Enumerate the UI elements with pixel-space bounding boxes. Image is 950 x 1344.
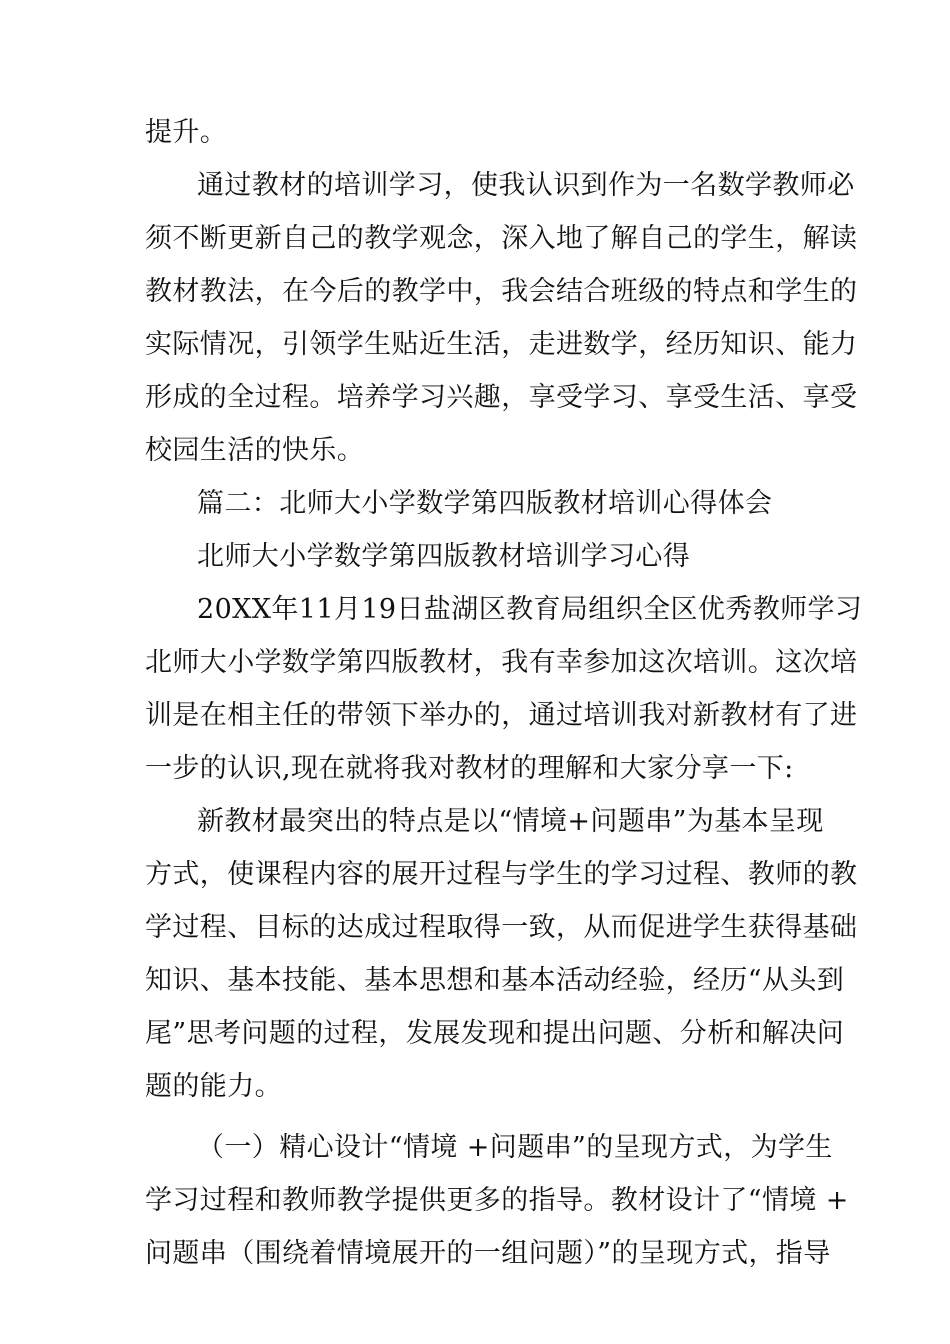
- paragraph-line: 提升。: [145, 117, 228, 148]
- article-title: 北师大小学数学第四版教材培训学习心得: [197, 541, 691, 572]
- paragraph-line: 通过教材的培训学习，使我认识到作为一名数学教师必: [197, 170, 855, 201]
- paragraph-line: 一步的认识,现在就将我对教材的理解和大家分享一下:: [145, 753, 794, 784]
- paragraph-line: 须不断更新自己的教学观念，深入地了解自己的学生，解读: [145, 223, 858, 254]
- paragraph-line: 训是在相主任的带领下举办的，通过培训我对新教材有了进: [145, 700, 858, 731]
- paragraph-line: 学习过程和教师教学提供更多的指导。教材设计了“情境 +: [145, 1185, 849, 1216]
- paragraph-line: 尾”思考问题的过程，发展发现和提出问题、分析和解决问: [145, 1018, 845, 1049]
- section-heading: 篇二：北师大小学数学第四版教材培训心得体会: [197, 488, 773, 519]
- paragraph-line: 知识、基本技能、基本思想和基本活动经验，经历“从头到: [145, 965, 845, 996]
- paragraph-line: 北师大小学数学第四版教材，我有幸参加这次培训。这次培: [145, 647, 858, 678]
- paragraph-line: 形成的全过程。培养学习兴趣，享受学习、享受生活、享受: [145, 382, 858, 413]
- paragraph-line: 问题串（围绕着情境展开的一组问题）”的呈现方式，指导: [145, 1238, 831, 1269]
- paragraph-gap: [145, 1113, 825, 1121]
- paragraph-line: 题的能力。: [145, 1071, 282, 1102]
- paragraph-line: 方式，使课程内容的展开过程与学生的学习过程、教师的教: [145, 859, 858, 890]
- document-body: [145, 106, 863, 1280]
- paragraph-line: 教材教法，在今后的教学中，我会结合班级的特点和学生的: [145, 276, 858, 307]
- paragraph-line: 实际情况，引领学生贴近生活，走进数学，经历知识、能力: [145, 329, 858, 360]
- paragraph-line: 新教材最突出的特点是以“情境+问题串”为基本呈现: [197, 806, 824, 837]
- paragraph-line: 学过程、目标的达成过程取得一致，从而促进学生获得基础: [145, 912, 858, 943]
- paragraph-line: 20XX年11月19日盐湖区教育局组织全区优秀教师学习: [197, 594, 863, 625]
- subsection-heading: （一）精心设计“情境 +问题串”的呈现方式，为学生: [197, 1132, 833, 1163]
- paragraph-line: 校园生活的快乐。: [145, 435, 365, 466]
